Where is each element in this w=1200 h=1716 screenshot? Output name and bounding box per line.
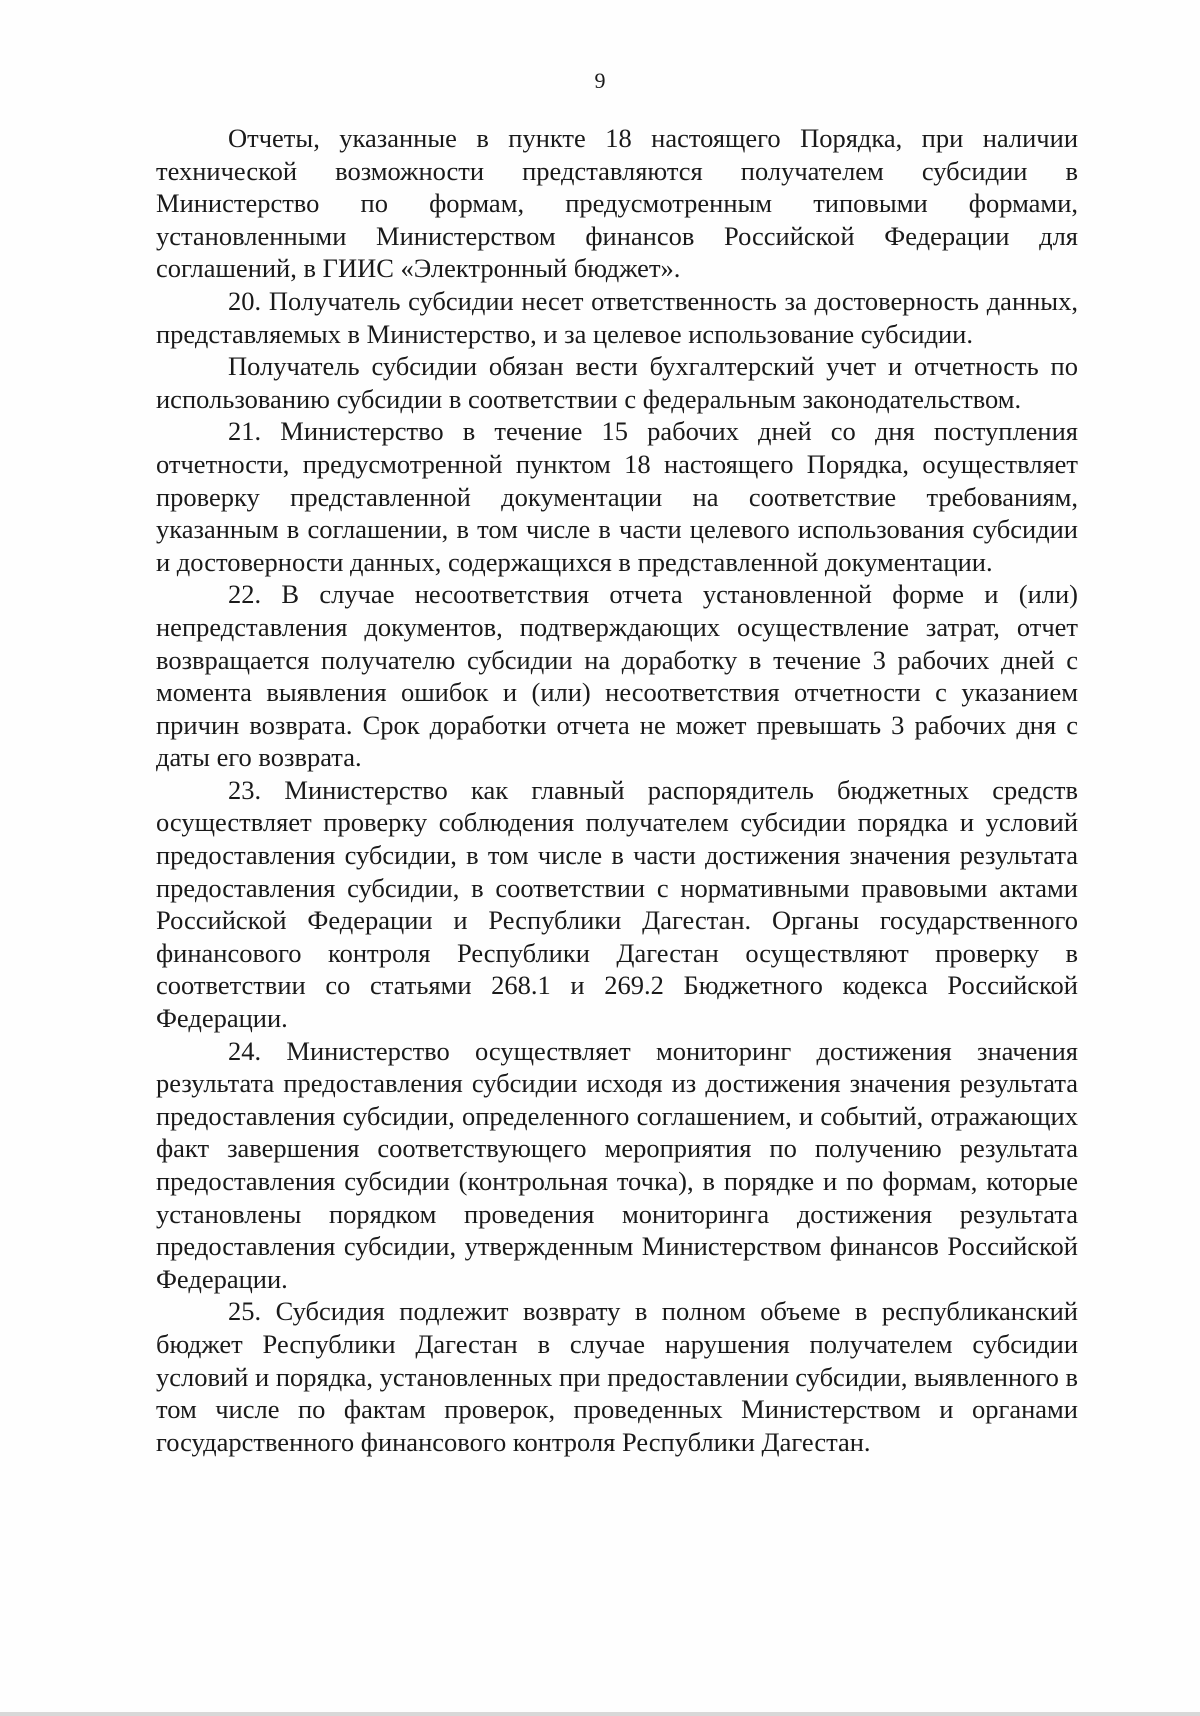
paragraph-reports-submission: Отчеты, указанные в пункте 18 настоящего Порядка, при наличии технической возможности представляются получателем субсидии в Министерство по формам, предусмотренным типовыми формами, установленными Министерством финансов Российской Федерации для соглашений, в ГИИС «Электронный бюджет». bbox=[156, 123, 1078, 284]
paragraph-20-responsibility: 20. Получатель субсидии несет ответственность за достоверность данных, представляемых в Министерство, и за целевое использование субсидии. bbox=[156, 285, 1078, 349]
paragraph-25-refund: 25. Субсидия подлежит возврату в полном объеме в республиканский бюджет Республики Дагестан в случае нарушения получателем субсидии условий и порядка, установленных при предоставлении субсидии, выявленного в том числе по фактам проверок, проведенных Министерством и органами государственного финансового контроля Республики Дагестан. bbox=[156, 1296, 1078, 1457]
paragraph-21-review: 21. Министерство в течение 15 рабочих дней со дня поступления отчетности, предусмотренной пунктом 18 настоящего Порядка, осуществляет проверку представленной документации на соответствие требованиям, указанным в соглашении, в том числе в части целевого использования субсидии и достоверности данных, содержащихся в представленной документации. bbox=[156, 416, 1078, 577]
paragraph-24-monitoring: 24. Министерство осуществляет мониторинг достижения значения результата предоставления субсидии исходя из достижения значения результата предоставления субсидии, определенного соглашением, и событий, отражающих факт завершения соответствующего мероприятия по получению результата предоставления субсидии (контрольная точка), в порядке и по формам, которые установлены порядком проведения мониторинга достижения результата предоставления субсидии, утвержденным Министерством финансов Российской Федерации. bbox=[156, 1035, 1078, 1294]
document-body bbox=[156, 122, 1078, 1458]
paragraph-23-compliance-check: 23. Министерство как главный распорядитель бюджетных средств осуществляет проверку соблюдения получателем субсидии порядка и условий предоставления субсидии, в том числе в части достижения значения результата предоставления субсидии, в соответствии с нормативными правовыми актами Российской Федерации и Республики Дагестан. Органы государственного финансового контроля Республики Дагестан осуществляют проверку в соответствии со статьями 268.1 и 269.2 Бюджетного кодекса Российской Федерации. bbox=[156, 774, 1078, 1034]
page-number: 9 bbox=[594, 68, 606, 93]
scan-bottom-edge bbox=[0, 1712, 1200, 1716]
paragraph-accounting-obligation: Получатель субсидии обязан вести бухгалтерский учет и отчетность по использованию субсидии в соответствии с федеральным законодательством. bbox=[156, 351, 1078, 414]
paragraph-22-return-report: 22. В случае несоответствия отчета установленной форме и (или) непредставления документов, подтверждающих осуществление затрат, отчет возвращается получателю субсидии на доработку в течение 3 рабочих дней с момента выявления ошибок и (или) несоответствия отчетности с указанием причин возврата. Срок доработки отчета не может превышать 3 рабочих дня с даты его возврата. bbox=[156, 579, 1078, 773]
